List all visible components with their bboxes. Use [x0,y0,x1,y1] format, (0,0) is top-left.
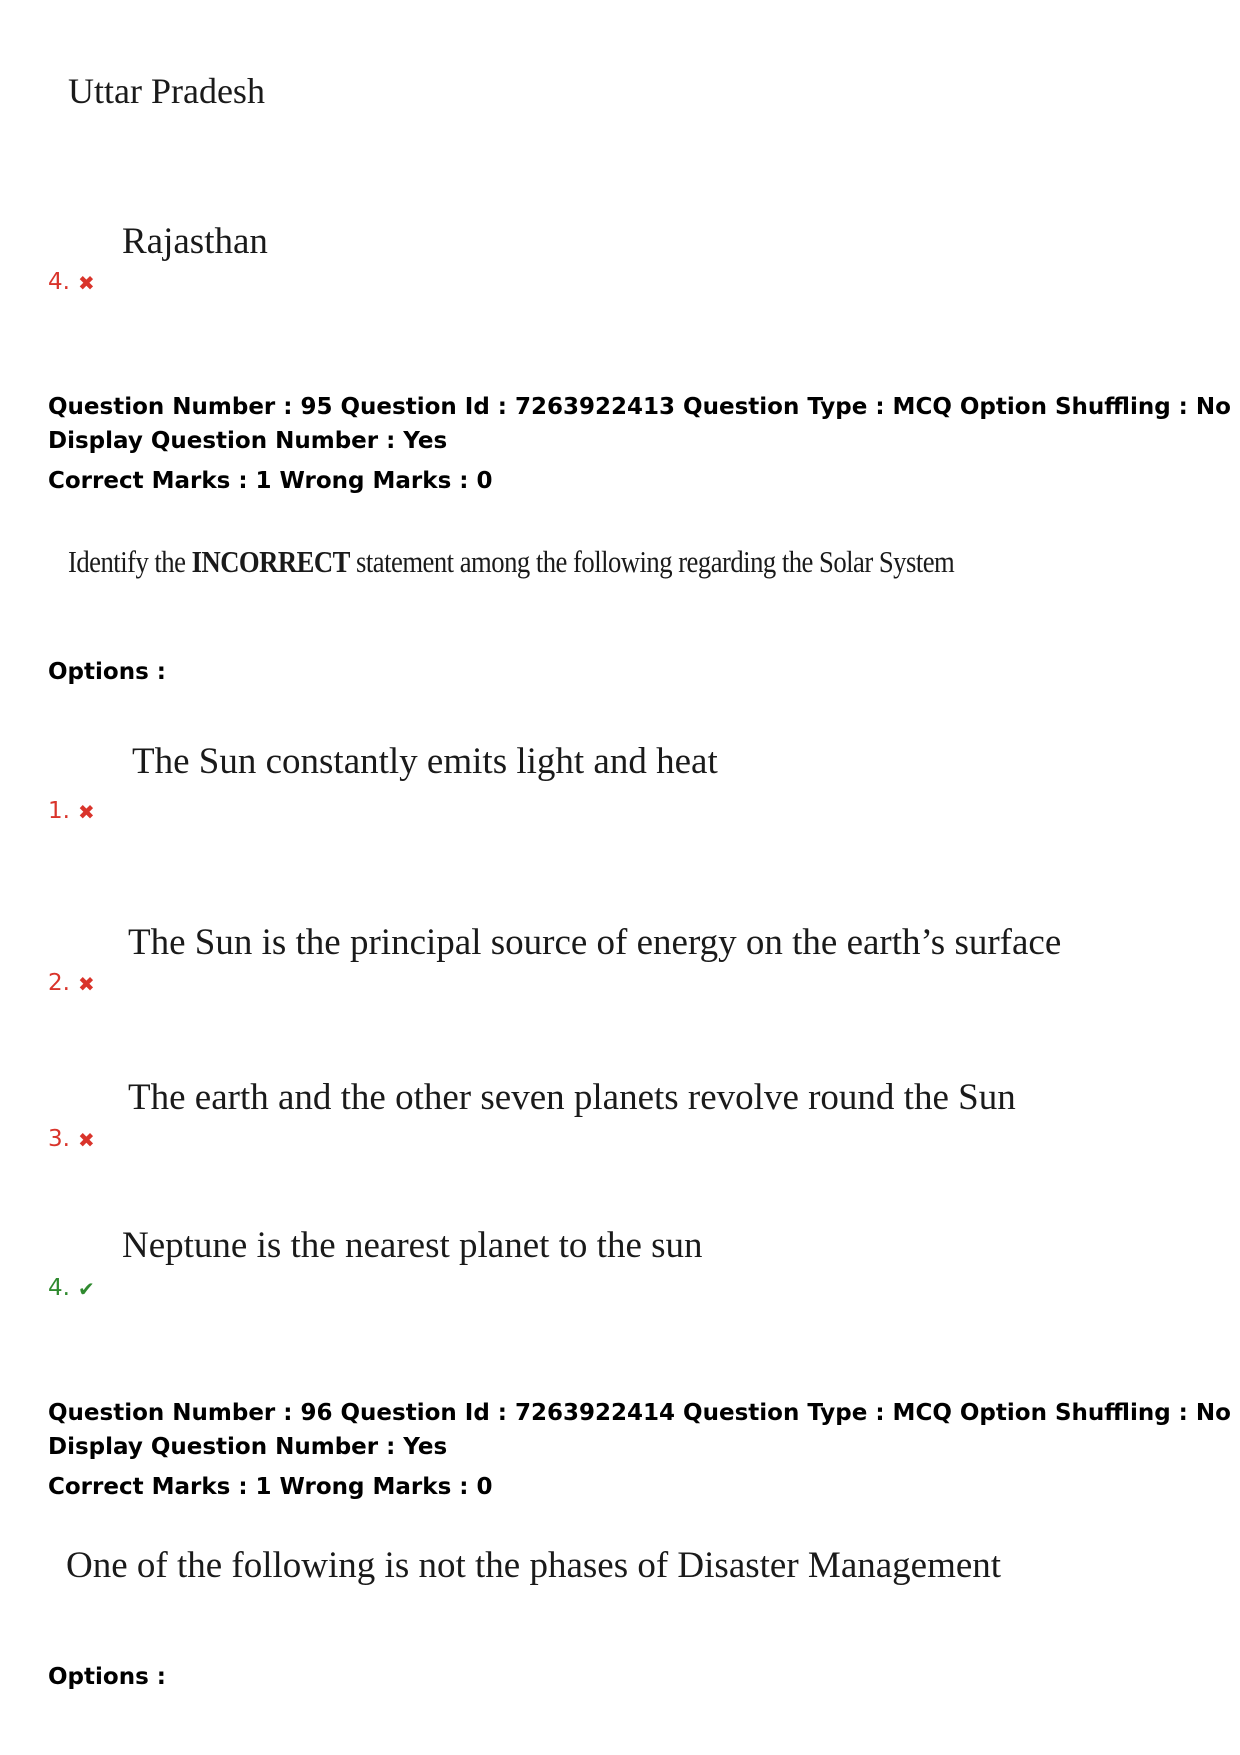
question-95-header: Question Number : 95 Question Id : 7263922413 Question Type : MCQ Option Shuffling : No [48,394,1231,420]
option-2-number [48,972,95,995]
question-95-text [68,544,954,580]
option-3-text: The earth and the other seven planets revolve round the Sun [128,1077,1016,1118]
option-3-text: Uttar Pradesh [68,71,265,111]
option-4-number [48,1277,95,1300]
question-96-marks: Correct Marks : 1 Wrong Marks : 0 [48,1474,493,1500]
option-number-label: 4. [48,269,70,295]
option-number-label: 4. [48,1275,70,1301]
question-text-prefix: Identify the [68,544,192,579]
option-1-text: The Sun constantly emits light and heat [132,741,718,782]
cross-icon: ✖ [77,1127,95,1152]
options-label: Options : [48,1664,166,1690]
option-number-label: 2. [48,970,70,996]
question-95-marks: Correct Marks : 1 Wrong Marks : 0 [48,468,493,494]
question-95-display: Display Question Number : Yes [48,428,448,454]
question-text-suffix: statement among the following regarding the Solar System [349,544,955,579]
cross-icon: ✖ [77,971,95,996]
cross-icon: ✖ [77,270,95,295]
cross-icon: ✖ [77,799,95,824]
option-2-text: The Sun is the principal source of energy on the earth’s surface [128,922,1062,963]
question-text-emphasis: INCORRECT [191,544,350,579]
option-3-number [48,1128,95,1151]
option-4-number [48,271,95,294]
option-number-label: 1. [48,798,70,824]
option-4-text: Neptune is the nearest planet to the sun [122,1225,703,1266]
question-96-display: Display Question Number : Yes [48,1434,448,1460]
options-label: Options : [48,659,166,685]
question-96-header: Question Number : 96 Question Id : 7263922414 Question Type : MCQ Option Shuffling : No [48,1400,1231,1426]
option-number-label: 3. [48,1126,70,1152]
question-96-text: One of the following is not the phases of Disaster Management [66,1545,1002,1586]
option-1-number [48,800,95,823]
option-4-text: Rajasthan [122,221,268,262]
check-icon: ✔ [77,1276,95,1301]
